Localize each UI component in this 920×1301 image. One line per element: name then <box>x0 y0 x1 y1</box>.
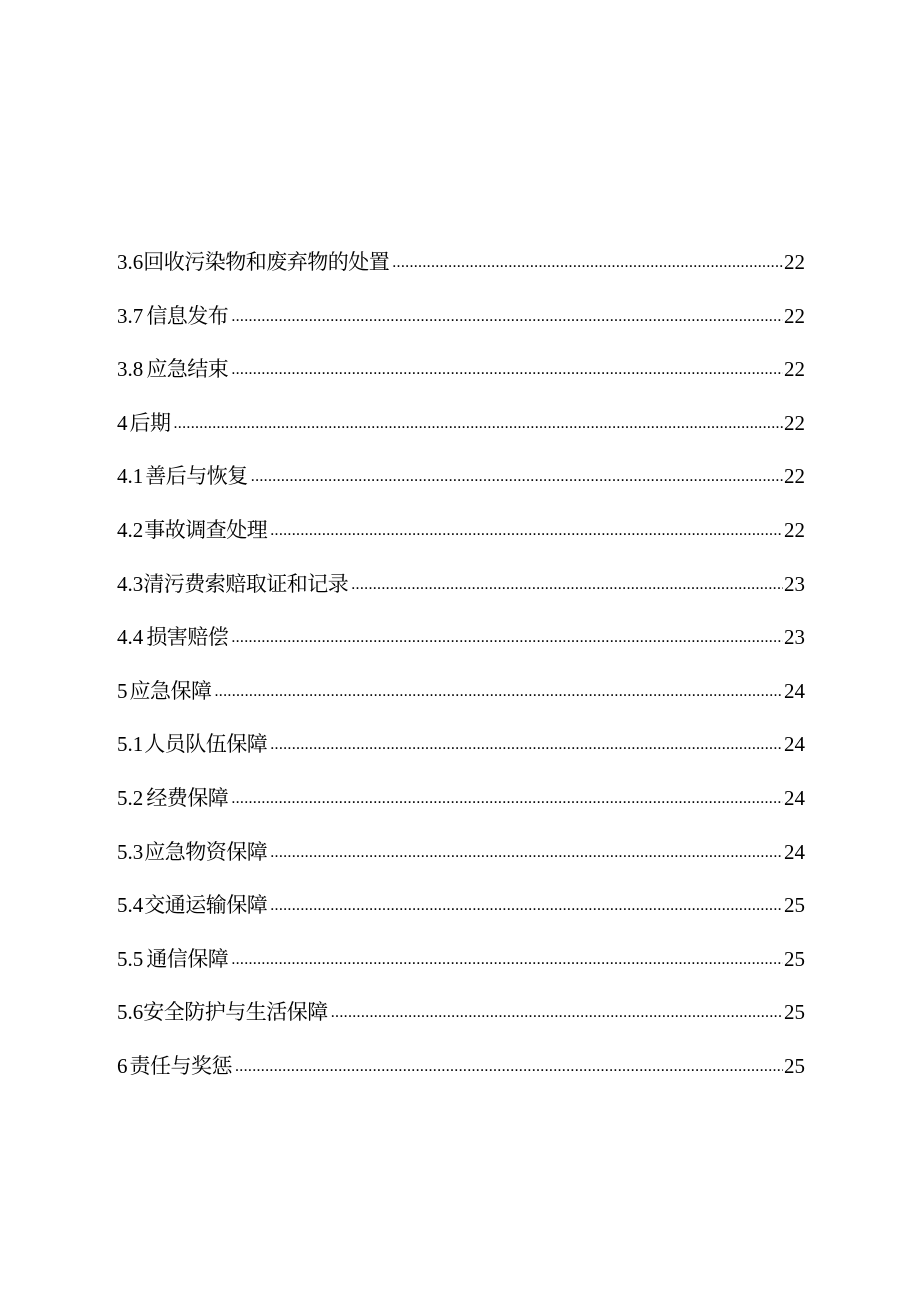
toc-entry-page: 24 <box>784 678 805 703</box>
toc-dot-leader <box>270 826 783 880</box>
toc-entry-title: 应急保障 <box>129 678 212 703</box>
toc-entry-number: 5.4 <box>117 893 144 918</box>
toc-entry-6[interactable] <box>117 1040 805 1094</box>
toc-dot-leader <box>231 933 783 987</box>
toc-dot-leader <box>231 611 783 665</box>
toc-entry-3-7[interactable] <box>117 290 805 344</box>
toc-entry-number: 5.3 <box>117 839 144 864</box>
toc-entry-title: 清污费索赔取证和记录 <box>143 571 349 596</box>
toc-dot-leader <box>231 290 783 344</box>
toc-entry-4-1[interactable] <box>117 450 805 504</box>
toc-dot-leader <box>231 772 783 826</box>
table-of-contents <box>117 236 805 1094</box>
toc-entry-title: 安全防护与生活保障 <box>143 1000 328 1025</box>
toc-entry-title: 损害赔偿 <box>146 625 229 650</box>
toc-entry-4-3[interactable] <box>117 558 805 612</box>
toc-entry-page: 23 <box>784 571 805 596</box>
toc-entry-title: 人员队伍保障 <box>144 732 268 757</box>
toc-dot-leader <box>215 665 784 719</box>
toc-entry-number: 3.7 <box>117 303 144 328</box>
toc-dot-leader <box>270 718 783 772</box>
toc-entry-page: 22 <box>784 410 805 435</box>
toc-entry-5-2[interactable] <box>117 772 805 826</box>
toc-dot-leader <box>392 236 783 290</box>
toc-entry-5[interactable] <box>117 665 805 719</box>
toc-entry-page: 24 <box>784 839 805 864</box>
toc-entry-page: 23 <box>784 625 805 650</box>
toc-entry-number: 5.5 <box>117 946 144 971</box>
toc-entry-title: 交通运输保障 <box>144 893 268 918</box>
toc-entry-number: 5 <box>117 678 128 703</box>
toc-entry-title: 信息发布 <box>146 303 229 328</box>
toc-entry-number: 4.1 <box>117 464 144 489</box>
toc-entry-4-2[interactable] <box>117 504 805 558</box>
toc-entry-page: 25 <box>784 893 805 918</box>
toc-entry-page: 25 <box>784 1000 805 1025</box>
toc-entry-5-3[interactable] <box>117 826 805 880</box>
toc-entry-page: 22 <box>784 303 805 328</box>
toc-entry-5-6[interactable] <box>117 986 805 1040</box>
toc-dot-leader <box>270 504 783 558</box>
toc-entry-title: 善后与恢复 <box>145 464 248 489</box>
toc-entry-number: 5.6 <box>117 1000 144 1025</box>
toc-entry-page: 24 <box>784 732 805 757</box>
toc-entry-title: 经费保障 <box>146 785 229 810</box>
toc-entry-number: 3.8 <box>117 357 144 382</box>
toc-entry-number: 6 <box>117 1053 128 1078</box>
toc-dot-leader <box>351 558 783 612</box>
toc-entry-5-4[interactable] <box>117 879 805 933</box>
toc-entry-title: 应急物资保障 <box>144 839 268 864</box>
toc-entry-4-4[interactable] <box>117 611 805 665</box>
toc-entry-number: 4.4 <box>117 625 144 650</box>
toc-entry-title: 事故调查处理 <box>144 517 268 542</box>
toc-entry-number: 4 <box>117 410 128 435</box>
toc-entry-number: 3.6 <box>117 250 144 274</box>
toc-entry-5-1[interactable] <box>117 718 805 772</box>
toc-entry-page: 25 <box>784 946 805 971</box>
toc-dot-leader <box>270 879 783 933</box>
toc-entry-page: 22 <box>784 464 805 489</box>
toc-entry-4[interactable] <box>117 397 805 451</box>
toc-entry-3-6[interactable] <box>117 236 805 290</box>
toc-dot-leader <box>235 1040 783 1094</box>
toc-entry-title: 应急结束 <box>146 357 229 382</box>
toc-entry-title: 后期 <box>129 410 171 435</box>
toc-entry-title: 责任与奖惩 <box>129 1053 232 1078</box>
toc-entry-title: 通信保障 <box>146 946 229 971</box>
toc-entry-3-8[interactable] <box>117 343 805 397</box>
toc-entry-page: 22 <box>784 357 805 382</box>
toc-entry-number: 5.2 <box>117 785 144 810</box>
toc-entry-number: 5.1 <box>117 732 144 757</box>
toc-entry-title: 回收污染物和废弃物的处置 <box>143 250 390 274</box>
toc-dot-leader <box>251 450 783 504</box>
toc-entry-page: 24 <box>784 785 805 810</box>
toc-dot-leader <box>174 397 784 451</box>
toc-entry-page: 25 <box>784 1053 805 1078</box>
toc-entry-number: 4.3 <box>117 571 144 596</box>
toc-dot-leader <box>331 986 783 1040</box>
toc-entry-page: 22 <box>784 250 805 274</box>
toc-entry-5-5[interactable] <box>117 933 805 987</box>
toc-entry-page: 22 <box>784 517 805 542</box>
toc-entry-number: 4.2 <box>117 517 144 542</box>
toc-dot-leader <box>231 343 783 397</box>
